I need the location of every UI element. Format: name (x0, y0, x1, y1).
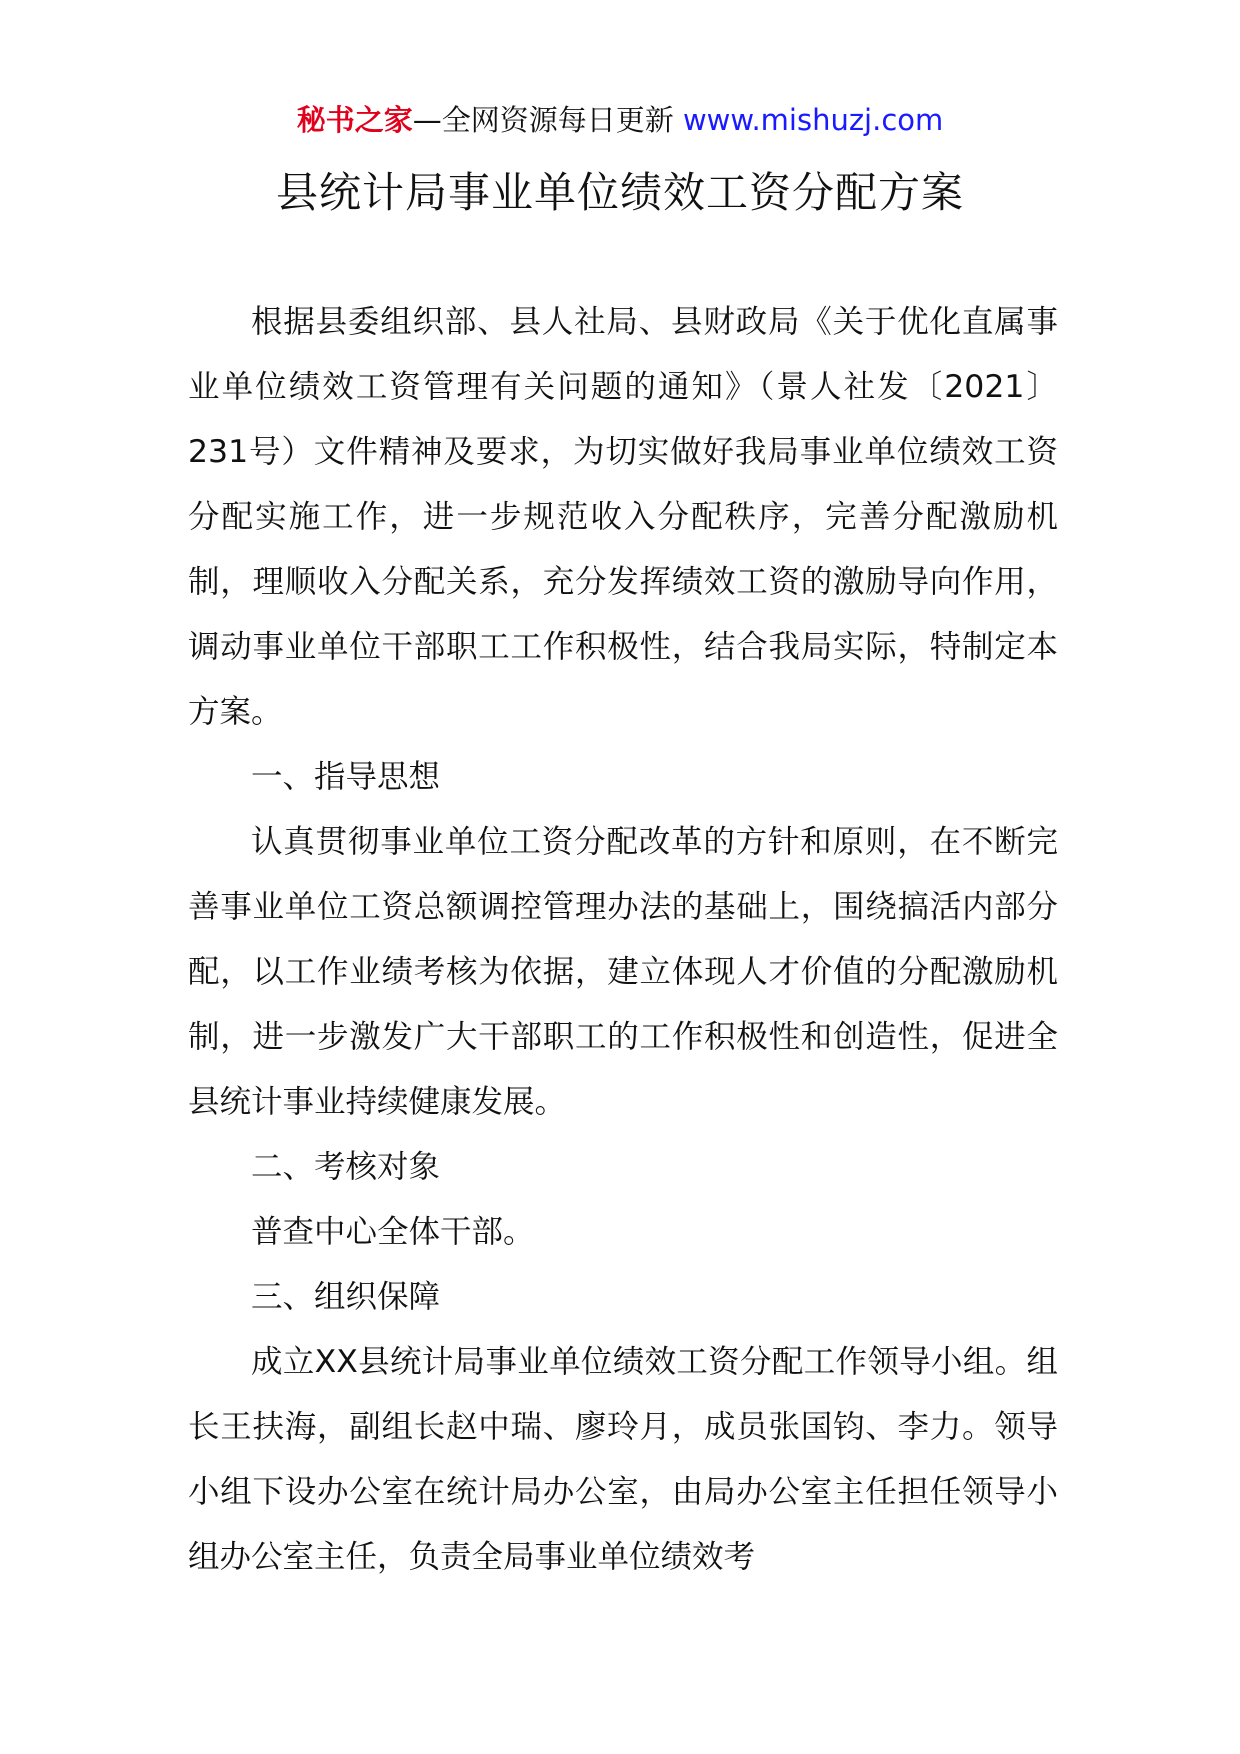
document-body (188, 290, 1058, 1590)
site-header (0, 100, 1240, 140)
header-slogan: —全网资源每日更新 (412, 103, 674, 137)
guiding-ideology-paragraph: 认真贯彻事业单位工资分配改革的方针和原则，在不断完善事业单位工资总额调控管理办法的基础上，围绕搞活内部分配，以工作业绩考核为依据，建立体现人才价值的分配激励机制，进一步激发广大干部职工的工作积极性和创造性，促进全县统计事业持续健康发展。 (188, 824, 1058, 1120)
section-heading-organization: 三、组织保障 (251, 1279, 441, 1315)
section-heading-assessment-target: 二、考核对象 (251, 1149, 441, 1185)
organization-paragraph: 成立XX县统计局事业单位绩效工资分配工作领导小组。组长王扶海，副组长赵中瑞、廖玲月，成员张国钧、李力。领导小组下设办公室在统计局办公室，由局办公室主任担任领导小组办公室主任，负责全局事业单位绩效考 (188, 1344, 1058, 1575)
site-url-link[interactable]: www.mishuzj.com (682, 103, 944, 137)
section-heading-guiding-ideology: 一、指导思想 (251, 759, 441, 795)
document-title: 县统计局事业单位绩效工资分配方案 (275, 168, 964, 217)
brand-name: 秘书之家 (296, 103, 413, 137)
assessment-target-paragraph: 普查中心全体干部。 (251, 1214, 535, 1250)
intro-paragraph: 根据县委组织部、县人社局、县财政局《关于优化直属事业单位绩效工资管理有关问题的通知》（景人社发〔2021〕231号）文件精神及要求，为切实做好我局事业单位绩效工资分配实施工作，进一步规范收入分配秩序，完善分配激励机制，理顺收入分配关系，充分发挥绩效工资的激励导向作用，调动事业单位干部职工工作积极性，结合我局实际，特制定本方案。 (188, 304, 1058, 730)
